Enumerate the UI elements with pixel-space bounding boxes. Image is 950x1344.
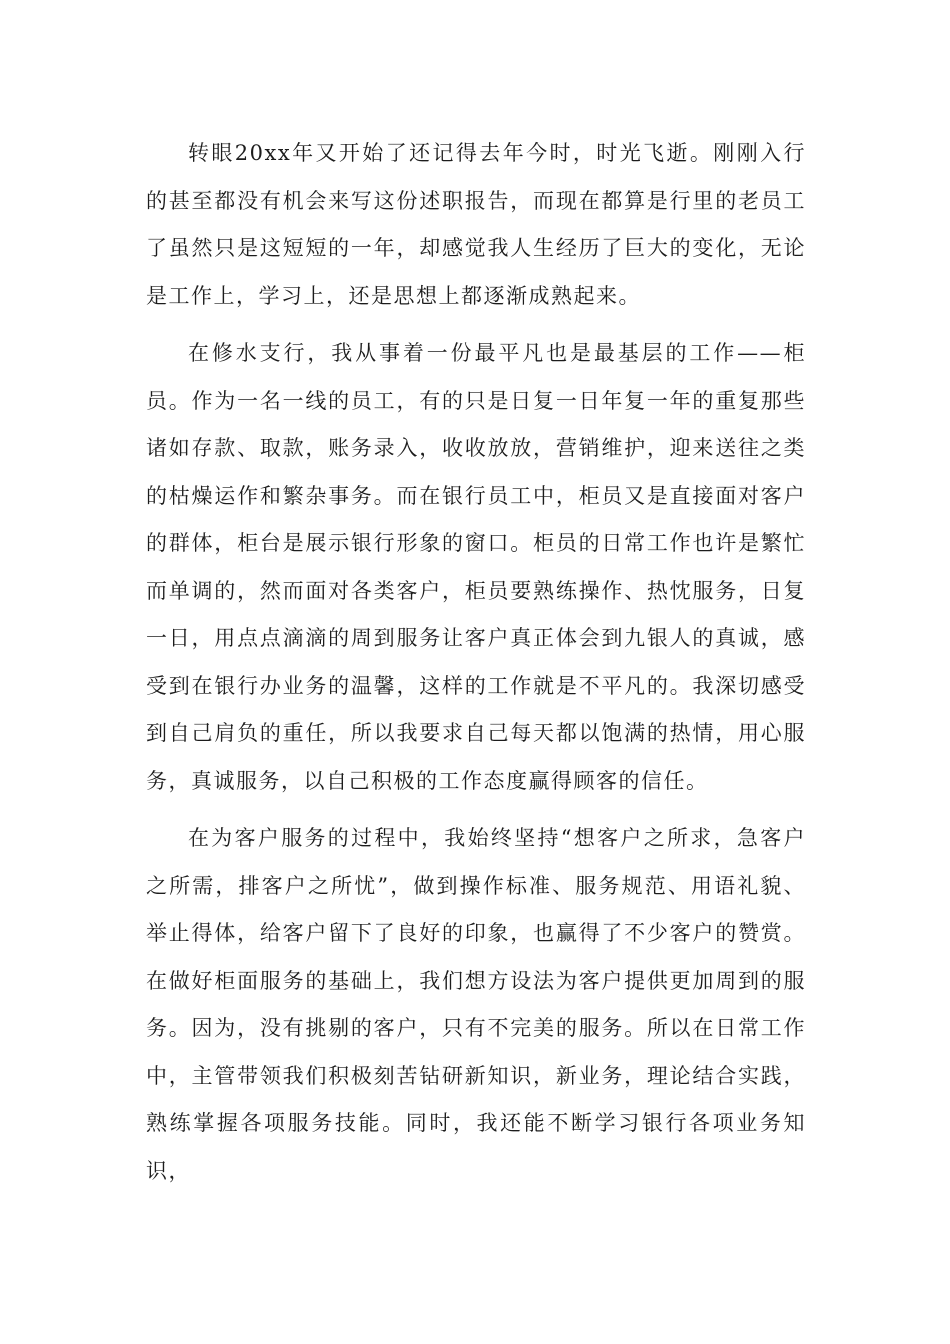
document-body xyxy=(146,130,806,1205)
paragraph-1: 转眼20xx年又开始了还记得去年今时，时光飞逝。刚刚入行的甚至都没有机会来写这份述职报告，而现在都算是行里的老员工了虽然只是这短短的一年，却感觉我人生经历了巨大的变化，无论是工作上，学习上，还是思想上都逐渐成熟起来。 xyxy=(146,141,806,308)
paragraph-2: 在修水支行，我从事着一份最平凡也是最基层的工作——柜员。作为一名一线的员工，有的只是日复一日年复一年的重复那些诸如存款、取款，账务录入，收收放放，营销维护，迎来送往之类的枯燥运作和繁杂事务。而在银行员工中，柜员又是直接面对客户的群体，柜台是展示银行形象的窗口。柜员的日常工作也许是繁忙而单调的，然而面对各类客户，柜员要熟练操作、热忱服务，日复一日，用点点滴滴的周到服务让客户真正体会到九银人的真诚，感受到在银行办业务的温馨，这样的工作就是不平凡的。我深切感受到自己肩负的重任，所以我要求自己每天都以饱满的热情，用心服务，真诚服务，以自己积极的工作态度赢得顾客的信任。 xyxy=(146,341,806,793)
paragraph-3: 在为客户服务的过程中，我始终坚持“想客户之所求，急客户之所需，排客户之所忧”，做到操作标准、服务规范、用语礼貌、举止得体，给客户留下了良好的印象，也赢得了不少客户的赞赏。在做好柜面服务的基础上，我们想方设法为客户提供更加周到的服务。因为，没有挑剔的客户，只有不完美的服务。所以在日常工作中，主管带领我们积极刻苦钻研新知识，新业务，理论结合实践，熟练掌握各项服务技能。同时，我还能不断学习银行各项业务知识， xyxy=(146,826,806,1183)
